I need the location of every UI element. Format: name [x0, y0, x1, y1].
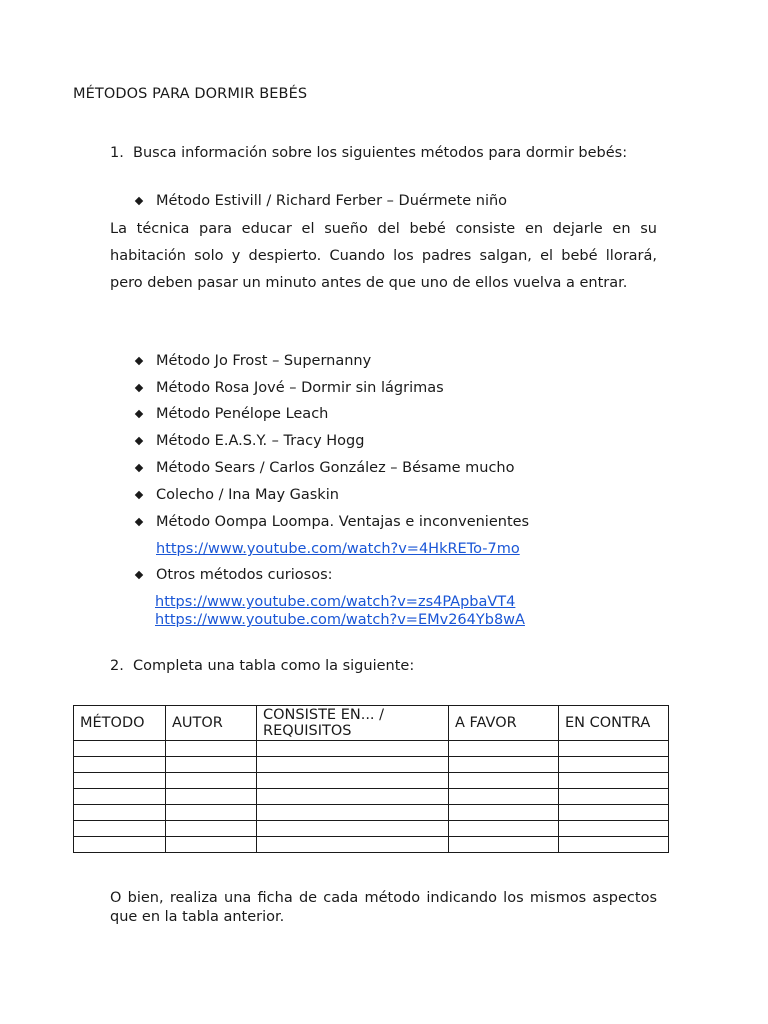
table-cell	[74, 789, 166, 805]
table-cell	[74, 837, 166, 853]
method-label: Colecho / Ina May Gaskin	[156, 487, 339, 503]
table-cell	[74, 773, 166, 789]
table-cell	[449, 805, 559, 821]
table-header-row	[74, 706, 669, 741]
table-cell	[559, 837, 669, 853]
bullet-icon	[135, 518, 143, 526]
table-cell	[166, 837, 257, 853]
oompa-loompa-link[interactable]: https://www.youtube.com/watch?v=4HkRETo-7mo	[156, 541, 520, 557]
other-methods-label: Otros métodos curiosos:	[156, 567, 333, 583]
table-cell	[166, 741, 257, 757]
bullet-icon	[135, 197, 143, 205]
method-label: Método Rosa Jové – Dormir sin lágrimas	[156, 380, 444, 396]
question-2-text: Completa una tabla como la siguiente:	[133, 658, 415, 674]
table-cell	[449, 757, 559, 773]
table-row	[74, 773, 669, 789]
column-header-metodo: MÉTODO	[74, 706, 166, 741]
table-cell	[74, 805, 166, 821]
table-cell	[74, 757, 166, 773]
table-row	[74, 821, 669, 837]
table-cell	[166, 773, 257, 789]
bullet-icon	[135, 491, 143, 499]
question-2-number: 2.	[110, 658, 124, 674]
table-cell	[166, 821, 257, 837]
table-cell	[74, 821, 166, 837]
other-method-link[interactable]: https://www.youtube.com/watch?v=EMv264Yb8wA	[155, 612, 525, 628]
closing-paragraph: O bien, realiza una ficha de cada método indicando los mismos aspectos que en la tabla anterior.	[110, 890, 657, 925]
method-label: Método E.A.S.Y. – Tracy Hogg	[156, 433, 365, 449]
table-cell	[449, 821, 559, 837]
page-title: MÉTODOS PARA DORMIR BEBÉS	[73, 86, 308, 102]
table-row	[74, 757, 669, 773]
method-label: Método Estivill / Richard Ferber – Duérmete niño	[156, 193, 508, 209]
bullet-icon	[135, 357, 143, 365]
table-cell	[166, 805, 257, 821]
table-cell	[257, 741, 449, 757]
description-paragraph: La técnica para educar el sueño del bebé consiste en dejarle en su habitación solo y despierto. Cuando los padres salgan, el bebé llorará, pero deben pasar un minuto antes de que uno de ellos vuelva a entrar.	[110, 221, 657, 291]
table-cell	[257, 757, 449, 773]
table-row	[74, 837, 669, 853]
table-cell	[449, 741, 559, 757]
table-cell	[449, 789, 559, 805]
method-label: Método Jo Frost – Supernanny	[156, 353, 372, 369]
bullet-icon	[135, 571, 143, 579]
method-label: Método Sears / Carlos González – Bésame mucho	[156, 460, 515, 476]
table-cell	[257, 773, 449, 789]
bullet-icon	[135, 464, 143, 472]
table-cell	[559, 789, 669, 805]
table-cell	[74, 741, 166, 757]
question-1-number: 1.	[110, 145, 124, 161]
bullet-icon	[135, 410, 143, 418]
table-cell	[257, 805, 449, 821]
methods-table	[73, 705, 669, 853]
table-cell	[559, 773, 669, 789]
table-cell	[559, 805, 669, 821]
table-cell	[166, 757, 257, 773]
table-row	[74, 789, 669, 805]
bullet-icon	[135, 384, 143, 392]
question-1-text: Busca información sobre los siguientes métodos para dormir bebés:	[133, 145, 628, 161]
table-cell	[449, 837, 559, 853]
table-cell	[257, 821, 449, 837]
table-cell	[166, 789, 257, 805]
table-cell	[449, 773, 559, 789]
column-header-consiste: CONSISTE EN... / REQUISITOS	[257, 706, 449, 741]
bullet-icon	[135, 437, 143, 445]
method-label: Método Oompa Loompa. Ventajas e inconvenientes	[156, 514, 530, 530]
table-cell	[559, 741, 669, 757]
column-header-en-contra: EN CONTRA	[559, 706, 669, 741]
table-cell	[559, 757, 669, 773]
other-method-link[interactable]: https://www.youtube.com/watch?v=zs4PApbaVT4	[155, 594, 516, 610]
column-header-autor: AUTOR	[166, 706, 257, 741]
table-cell	[257, 789, 449, 805]
table-row	[74, 741, 669, 757]
column-header-a-favor: A FAVOR	[449, 706, 559, 741]
table-cell	[257, 837, 449, 853]
table-row	[74, 805, 669, 821]
table-cell	[559, 821, 669, 837]
method-label: Método Penélope Leach	[156, 406, 329, 422]
